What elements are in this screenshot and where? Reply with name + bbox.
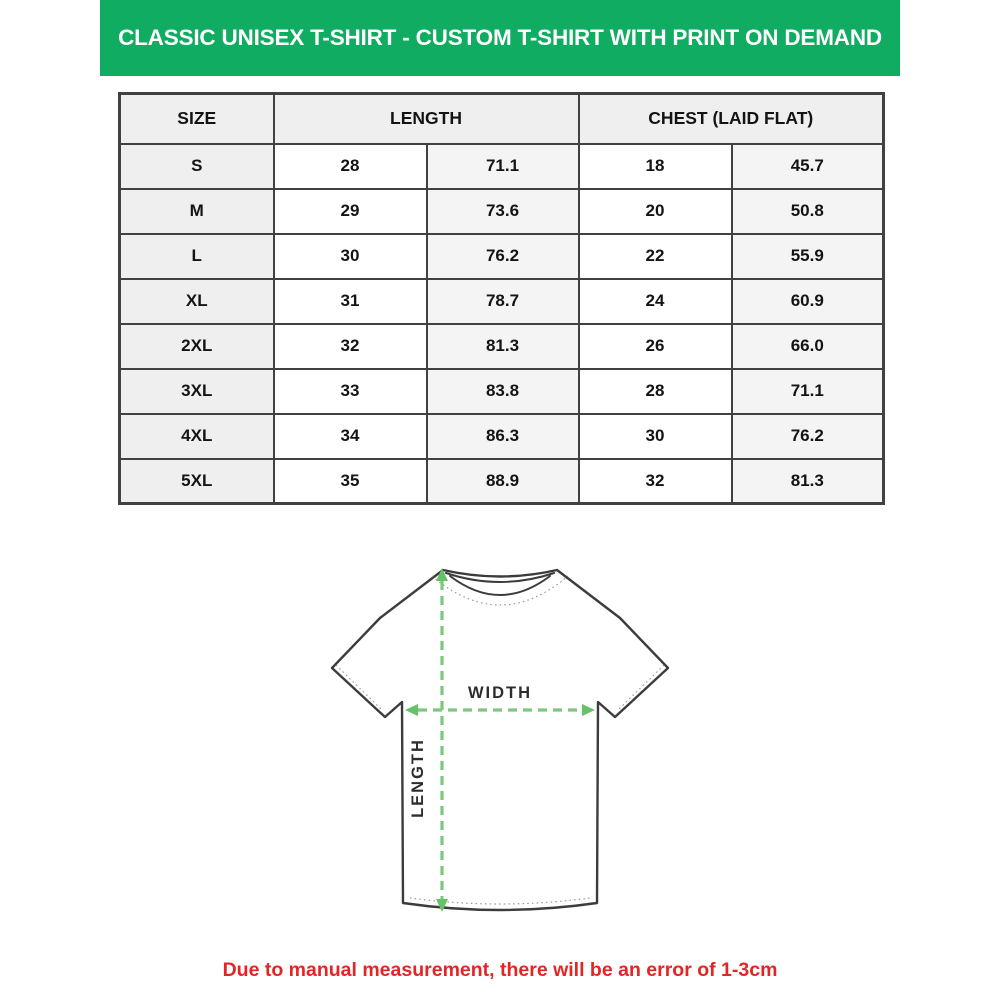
length-cm-cell: 86.3 — [427, 414, 579, 459]
table-row — [120, 144, 884, 189]
size-cell: L — [120, 234, 274, 279]
length-in-cell: 29 — [274, 189, 427, 234]
size-cell: 4XL — [120, 414, 274, 459]
chest-in-cell: 20 — [579, 189, 732, 234]
length-in-cell: 28 — [274, 144, 427, 189]
table-row — [120, 234, 884, 279]
length-in-cell: 34 — [274, 414, 427, 459]
chest-cm-cell: 76.2 — [732, 414, 884, 459]
size-cell: S — [120, 144, 274, 189]
chest-in-cell: 30 — [579, 414, 732, 459]
chest-in-cell: 28 — [579, 369, 732, 414]
table-row — [120, 189, 884, 234]
chest-cm-cell: 71.1 — [732, 369, 884, 414]
chest-in-cell: 26 — [579, 324, 732, 369]
width-label: WIDTH — [467, 684, 533, 702]
chest-in-cell: 18 — [579, 144, 732, 189]
length-cm-cell: 73.6 — [427, 189, 579, 234]
measurement-note — [0, 954, 1000, 986]
length-in-cell: 32 — [274, 324, 427, 369]
table-row — [120, 369, 884, 414]
chest-cm-cell: 66.0 — [732, 324, 884, 369]
tshirt-outline — [332, 570, 668, 910]
chest-cm-cell: 45.7 — [732, 144, 884, 189]
table-header-row — [120, 94, 884, 144]
table-row — [120, 279, 884, 324]
header-chest: CHEST (LAID FLAT) — [579, 94, 884, 144]
length-in-cell: 33 — [274, 369, 427, 414]
size-cell: 5XL — [120, 459, 274, 504]
length-cm-cell: 76.2 — [427, 234, 579, 279]
table-row — [120, 459, 884, 504]
measurement-note-text: Due to manual measurement, there will be an error of 1-3cm — [222, 958, 778, 981]
length-label: LENGTH — [409, 738, 427, 818]
length-cm-cell: 88.9 — [427, 459, 579, 504]
length-cm-cell: 71.1 — [427, 144, 579, 189]
page-title: CLASSIC UNISEX T-SHIRT - CUSTOM T-SHIRT WITH PRINT ON DEMAND — [118, 25, 882, 50]
header-length: LENGTH — [274, 94, 579, 144]
length-in-cell: 30 — [274, 234, 427, 279]
chest-in-cell: 22 — [579, 234, 732, 279]
chest-cm-cell: 50.8 — [732, 189, 884, 234]
size-chart-table — [118, 92, 885, 505]
tshirt-measurement-diagram — [320, 550, 680, 935]
chest-in-cell: 24 — [579, 279, 732, 324]
length-in-cell: 35 — [274, 459, 427, 504]
length-in-cell: 31 — [274, 279, 427, 324]
table-row — [120, 324, 884, 369]
size-cell: 3XL — [120, 369, 274, 414]
length-cm-cell: 78.7 — [427, 279, 579, 324]
chest-cm-cell: 81.3 — [732, 459, 884, 504]
header-size: SIZE — [120, 94, 274, 144]
size-cell: XL — [120, 279, 274, 324]
size-chart-table-wrap — [118, 92, 882, 505]
size-cell: 2XL — [120, 324, 274, 369]
length-cm-cell: 81.3 — [427, 324, 579, 369]
table-row — [120, 414, 884, 459]
size-cell: M — [120, 189, 274, 234]
title-banner — [100, 0, 900, 76]
chest-cm-cell: 60.9 — [732, 279, 884, 324]
chest-cm-cell: 55.9 — [732, 234, 884, 279]
chest-in-cell: 32 — [579, 459, 732, 504]
length-cm-cell: 83.8 — [427, 369, 579, 414]
